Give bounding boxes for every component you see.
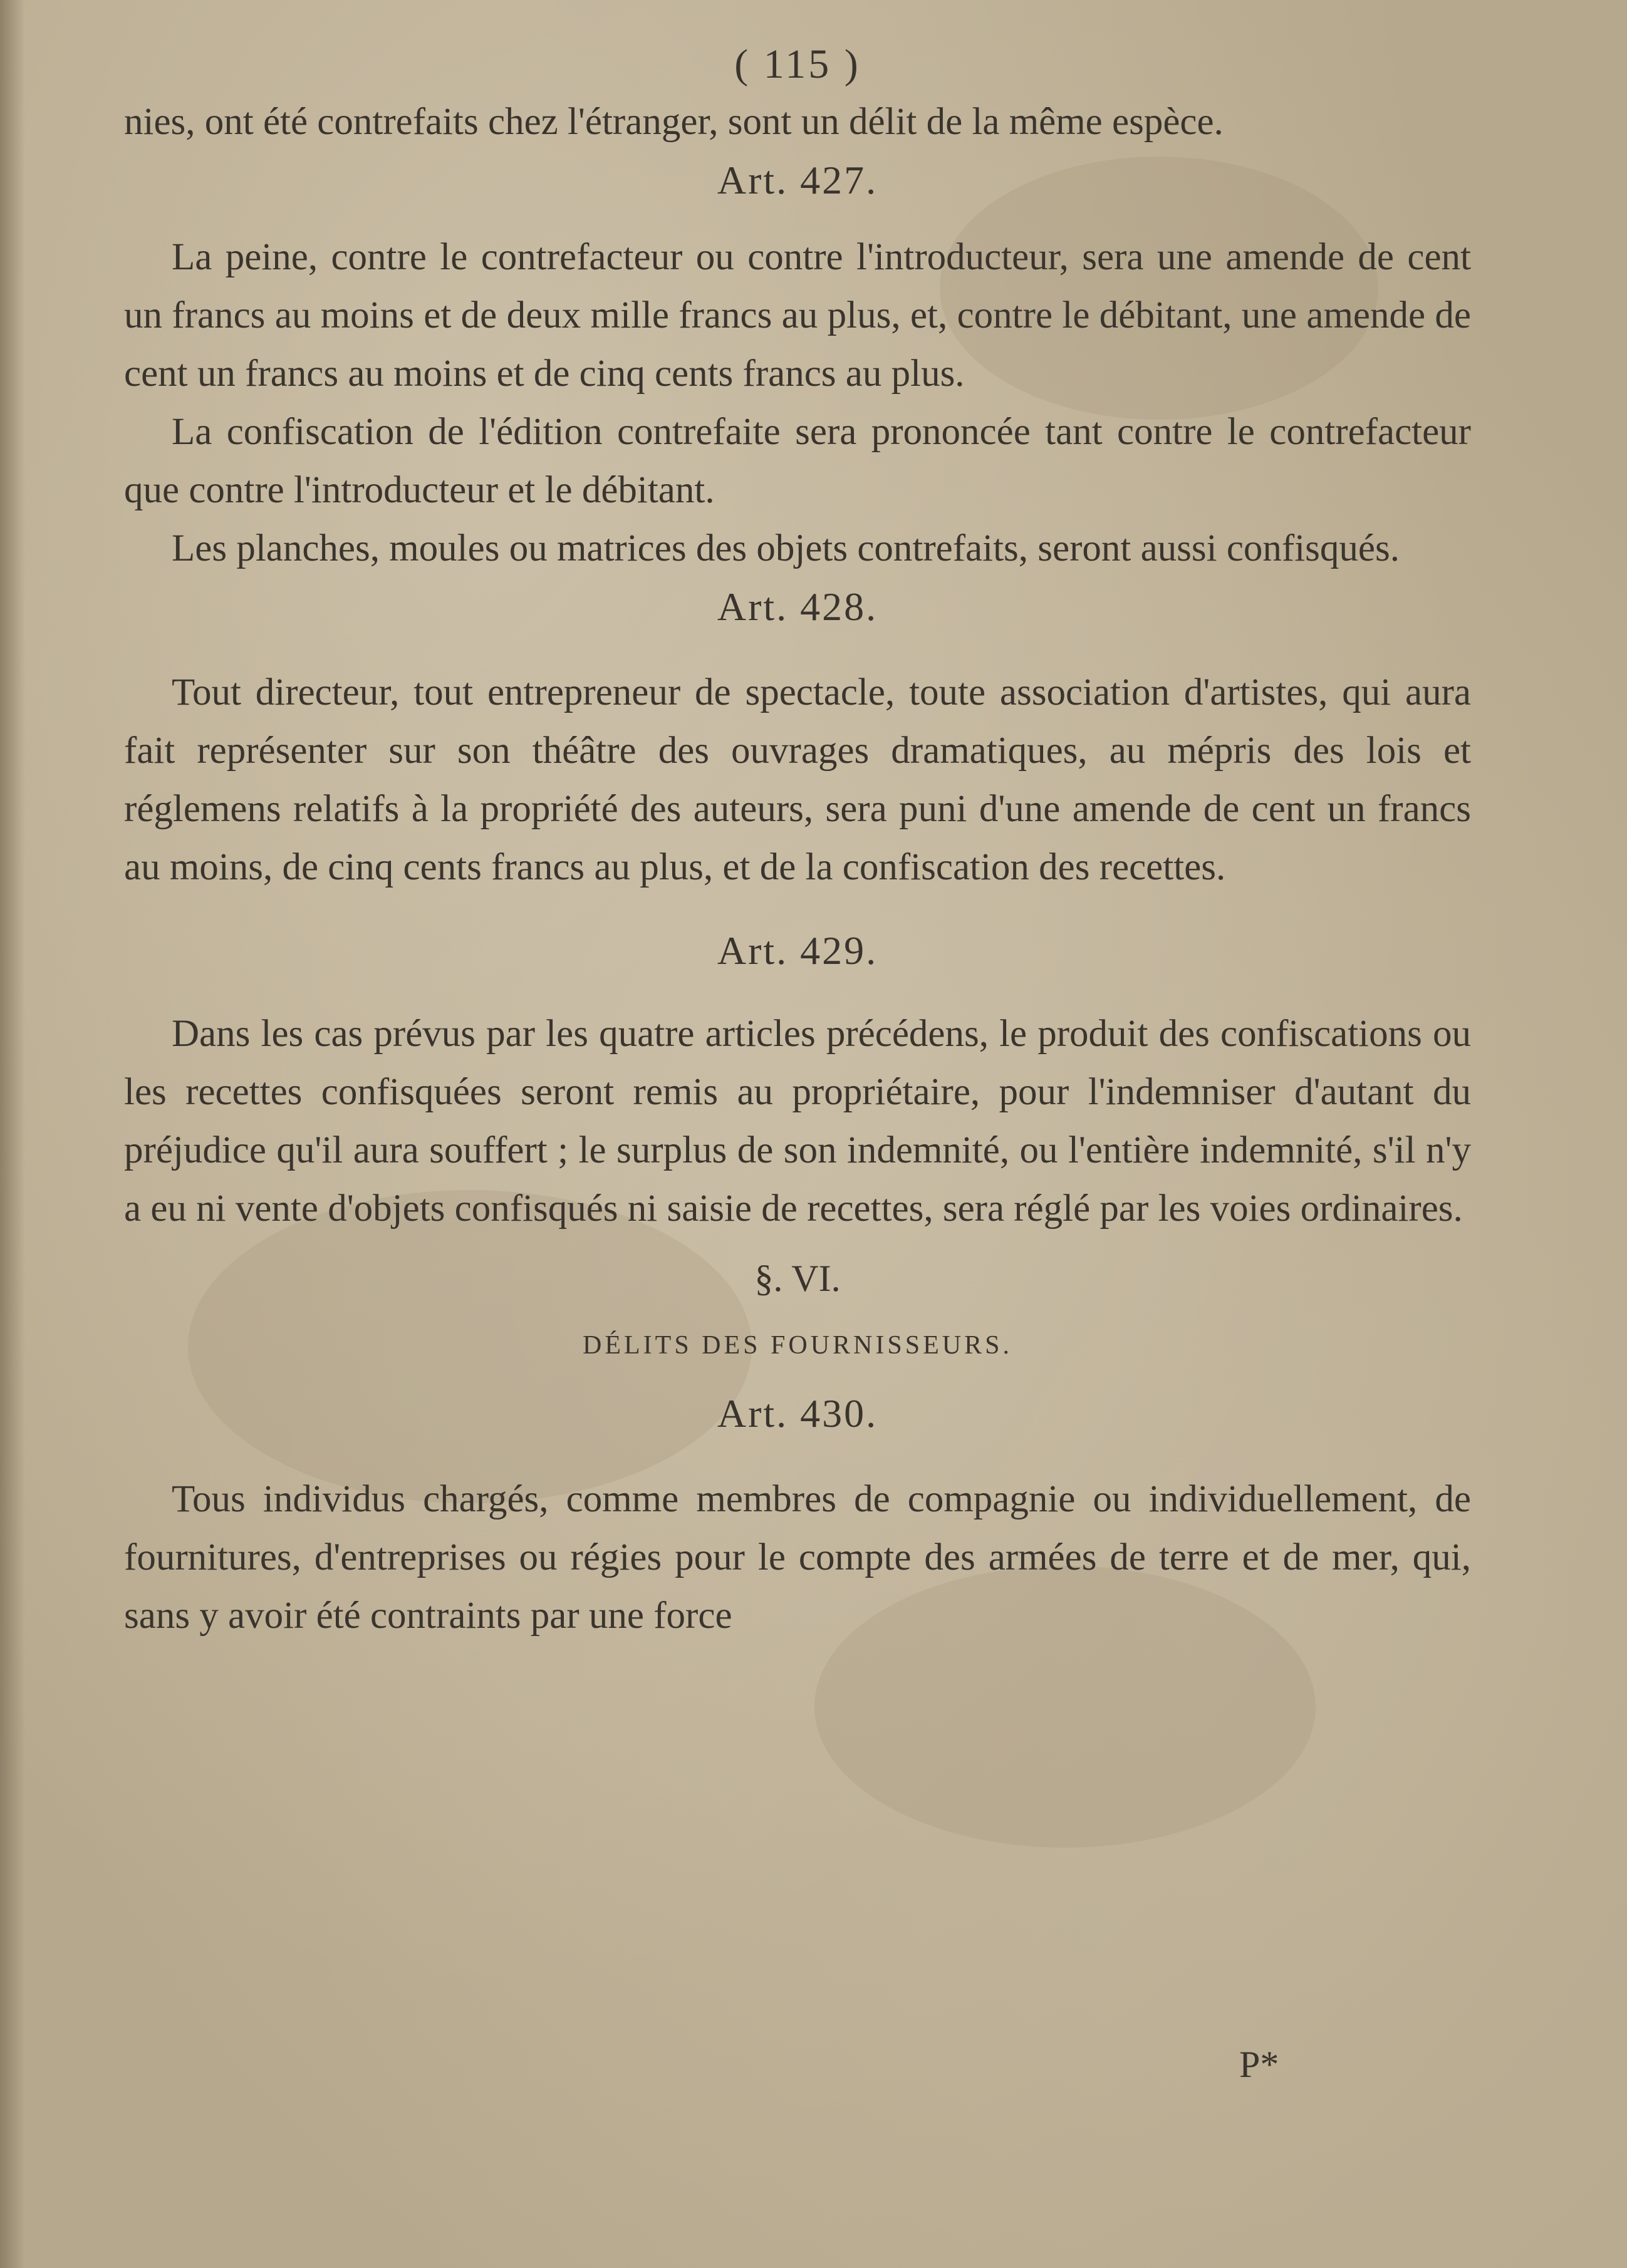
article-429-paragraph-1: Dans les cas prévus par les quatre articles précédens, le produit des confiscations ou les recettes confisquées seront remis au propriétaire, pour l'indemniser d'autant du préjudice qu'il aura souffert ; le surplus de son indemnité, ou l'entière indemnité, s'il n'y a eu ni vente d'objets confisqués ni saisie de recettes, sera réglé par les voies ordinaires. — [124, 1013, 1471, 1230]
section-heading: §. VI. — [754, 1258, 841, 1299]
article-427-paragraph-3: Les planches, moules ou matrices des objets contrefaits, seront aussi confisqués. — [172, 527, 1400, 569]
page-text — [124, 38, 1471, 1645]
continuation-paragraph: nies, ont été contrefaits chez l'étranger, sont un délit de la même espèce. — [124, 101, 1224, 143]
spacer — [124, 1442, 1471, 1470]
spacer — [124, 980, 1471, 1005]
article-heading-429: Art. 429. — [717, 928, 878, 973]
spacer — [124, 209, 1471, 228]
printer-signature-mark: P* — [1239, 2044, 1279, 2085]
article-428-paragraph-1: Tout directeur, tout entrepreneur de spectacle, toute association d'artistes, qui aura fait représenter sur son théâtre des ouvrages dramatiques, au mépris des lois et réglemens relatifs à la propriété des auteurs, sera puni d'une amende de cent un francs au moins, de cinq cents francs au plus, et de la confiscation des recettes. — [124, 671, 1471, 888]
page-edge-shadow — [0, 0, 25, 2268]
article-heading-428: Art. 428. — [717, 584, 878, 629]
article-427-paragraph-1: La peine, contre le contrefacteur ou contre l'introducteur, sera une amende de cent un francs au moins et de deux mille francs au plus, et, contre le débitant, une amende de cent un francs au moins et de cinq cents francs au plus. — [124, 236, 1471, 395]
article-427-paragraph-2: La confiscation de l'édition contrefaite sera prononcée tant contre le contrefacteur que contre l'introducteur et le débitant. — [124, 411, 1471, 511]
spacer — [124, 896, 1471, 921]
spacer — [124, 636, 1471, 663]
article-heading-430: Art. 430. — [717, 1391, 878, 1436]
page-number: ( 115 ) — [734, 41, 861, 87]
article-430-paragraph-1: Tous individus chargés, comme membres de compagnie ou individuellement, de fournitures, d'entreprises ou régies pour le compte des armées de terre et de mer, qui, sans y avoir été contraints par une force — [124, 1478, 1471, 1637]
spacer — [124, 1372, 1471, 1384]
article-heading-427: Art. 427. — [717, 158, 878, 202]
section-title: DÉLITS DES FOURNISSEURS. — [583, 1331, 1012, 1360]
